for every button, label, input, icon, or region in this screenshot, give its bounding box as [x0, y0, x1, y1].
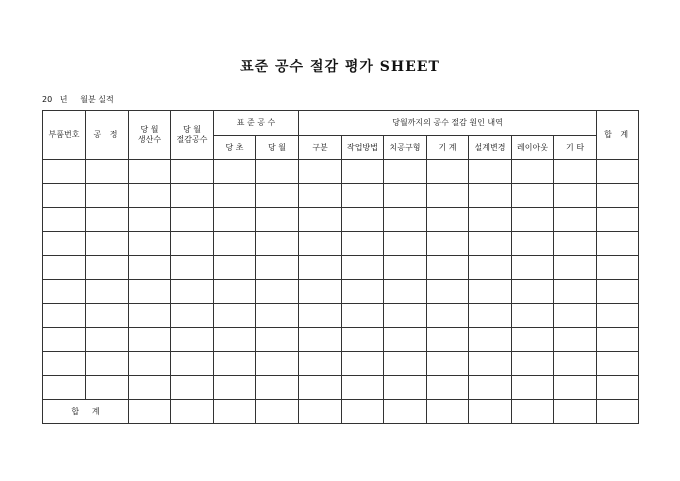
- table-cell[interactable]: [554, 304, 597, 328]
- header-std-month: 당 월: [256, 136, 299, 160]
- total-cell[interactable]: [512, 400, 554, 424]
- header-standard-hours: 표 준 공 수: [214, 111, 299, 136]
- table-cell[interactable]: [171, 280, 214, 304]
- period-label: 20 년 월분 실적: [42, 95, 114, 104]
- total-cell[interactable]: [597, 400, 639, 424]
- table-cell[interactable]: [129, 160, 171, 184]
- table-cell[interactable]: [256, 232, 299, 256]
- total-cell[interactable]: [129, 400, 171, 424]
- table-cell[interactable]: [384, 160, 427, 184]
- header-reason-category: 구분: [299, 136, 342, 160]
- table-cell[interactable]: [597, 160, 639, 184]
- table-cell[interactable]: [427, 256, 469, 280]
- header-month-saved-line2: 절감공수: [176, 135, 208, 144]
- total-cell[interactable]: [171, 400, 214, 424]
- table-cell[interactable]: [384, 208, 427, 232]
- table-cell[interactable]: [342, 280, 384, 304]
- total-cell[interactable]: [384, 400, 427, 424]
- table-cell[interactable]: [43, 304, 86, 328]
- total-cell[interactable]: [427, 400, 469, 424]
- header-std-initial: 당 초: [214, 136, 256, 160]
- table-cell[interactable]: [214, 208, 256, 232]
- table-body: [43, 160, 639, 400]
- header-reason-design-change: 설계변경: [469, 136, 512, 160]
- table-cell[interactable]: [43, 232, 86, 256]
- total-label: 합 계: [43, 400, 129, 424]
- table-cell[interactable]: [554, 256, 597, 280]
- table-cell[interactable]: [427, 352, 469, 376]
- table-cell[interactable]: [256, 280, 299, 304]
- table-cell[interactable]: [384, 328, 427, 352]
- table-cell[interactable]: [129, 328, 171, 352]
- table-cell[interactable]: [384, 184, 427, 208]
- table-cell[interactable]: [299, 352, 342, 376]
- table-cell[interactable]: [171, 328, 214, 352]
- header-process: 공 정: [86, 111, 129, 160]
- table-row: [43, 328, 639, 352]
- table-cell[interactable]: [512, 160, 554, 184]
- table-cell[interactable]: [86, 328, 129, 352]
- table-cell[interactable]: [86, 352, 129, 376]
- table-cell[interactable]: [554, 184, 597, 208]
- table-cell[interactable]: [384, 376, 427, 400]
- header-reasons: 당월까지의 공수 절감 원인 내역: [299, 111, 597, 136]
- table-cell[interactable]: [342, 160, 384, 184]
- table-cell[interactable]: [427, 328, 469, 352]
- table-cell[interactable]: [256, 160, 299, 184]
- total-cell[interactable]: [299, 400, 342, 424]
- table-cell[interactable]: [469, 352, 512, 376]
- table-cell[interactable]: [384, 280, 427, 304]
- table-cell[interactable]: [299, 232, 342, 256]
- table-cell[interactable]: [214, 160, 256, 184]
- table-cell[interactable]: [43, 208, 86, 232]
- table-cell[interactable]: [86, 208, 129, 232]
- table-cell[interactable]: [469, 376, 512, 400]
- table-cell[interactable]: [299, 280, 342, 304]
- table-cell[interactable]: [214, 280, 256, 304]
- header-month-production-line1: 당 월: [140, 125, 159, 134]
- table-cell[interactable]: [554, 328, 597, 352]
- table-cell[interactable]: [597, 352, 639, 376]
- table-cell[interactable]: [469, 256, 512, 280]
- table-cell[interactable]: [342, 304, 384, 328]
- table-cell[interactable]: [129, 208, 171, 232]
- table-cell[interactable]: [299, 160, 342, 184]
- table-cell[interactable]: [299, 376, 342, 400]
- table-cell[interactable]: [342, 232, 384, 256]
- table-cell[interactable]: [597, 256, 639, 280]
- table-cell[interactable]: [171, 352, 214, 376]
- table-cell[interactable]: [43, 328, 86, 352]
- table-cell[interactable]: [256, 256, 299, 280]
- header-month-saved-hours: [171, 111, 214, 160]
- table-cell[interactable]: [342, 184, 384, 208]
- table-cell[interactable]: [214, 232, 256, 256]
- table-cell[interactable]: [256, 208, 299, 232]
- table-cell[interactable]: [427, 232, 469, 256]
- header-reason-other: 기 타: [554, 136, 597, 160]
- table-cell[interactable]: [43, 376, 86, 400]
- total-row: [43, 400, 639, 424]
- table-cell[interactable]: [512, 328, 554, 352]
- table-row: [43, 376, 639, 400]
- header-part-no: 부품번호: [43, 111, 86, 160]
- table-cell[interactable]: [214, 376, 256, 400]
- table-cell[interactable]: [86, 376, 129, 400]
- table-cell[interactable]: [86, 304, 129, 328]
- table-cell[interactable]: [427, 160, 469, 184]
- table-cell[interactable]: [427, 208, 469, 232]
- table-cell[interactable]: [129, 184, 171, 208]
- table-cell[interactable]: [554, 376, 597, 400]
- header-month-production-line2: 생산수: [137, 135, 162, 144]
- evaluation-table: [42, 110, 639, 424]
- table-cell[interactable]: [214, 304, 256, 328]
- header-reason-work-method: 작업방법: [342, 136, 384, 160]
- table-cell[interactable]: [512, 352, 554, 376]
- table-cell[interactable]: [171, 208, 214, 232]
- table-cell[interactable]: [299, 256, 342, 280]
- table-cell[interactable]: [43, 256, 86, 280]
- table-cell[interactable]: [129, 280, 171, 304]
- header-month-production: [129, 111, 171, 160]
- table-cell[interactable]: [86, 232, 129, 256]
- table-cell[interactable]: [469, 328, 512, 352]
- table-cell[interactable]: [214, 352, 256, 376]
- table-cell[interactable]: [86, 256, 129, 280]
- table-row: [43, 256, 639, 280]
- table-cell[interactable]: [469, 304, 512, 328]
- table-cell[interactable]: [43, 160, 86, 184]
- table-cell[interactable]: [299, 184, 342, 208]
- table-cell[interactable]: [512, 280, 554, 304]
- table-cell[interactable]: [171, 184, 214, 208]
- table-cell[interactable]: [342, 208, 384, 232]
- table-cell[interactable]: [299, 328, 342, 352]
- table-cell[interactable]: [554, 280, 597, 304]
- table-cell[interactable]: [342, 328, 384, 352]
- table-row: [43, 352, 639, 376]
- table-cell[interactable]: [554, 232, 597, 256]
- table-cell[interactable]: [214, 328, 256, 352]
- table-cell[interactable]: [427, 304, 469, 328]
- table-cell[interactable]: [512, 256, 554, 280]
- table-row: [43, 208, 639, 232]
- table-cell[interactable]: [469, 184, 512, 208]
- table-cell[interactable]: [86, 280, 129, 304]
- table-cell[interactable]: [86, 184, 129, 208]
- total-cell[interactable]: [214, 400, 256, 424]
- table-cell[interactable]: [129, 304, 171, 328]
- table-cell[interactable]: [256, 352, 299, 376]
- table-cell[interactable]: [554, 208, 597, 232]
- table-row: [43, 304, 639, 328]
- total-cell[interactable]: [256, 400, 299, 424]
- table-cell[interactable]: [129, 256, 171, 280]
- header-reason-layout: 레이아웃: [512, 136, 554, 160]
- table-row: [43, 232, 639, 256]
- table-cell[interactable]: [43, 280, 86, 304]
- table-cell[interactable]: [554, 160, 597, 184]
- table-cell[interactable]: [597, 208, 639, 232]
- total-cell[interactable]: [342, 400, 384, 424]
- table-row: [43, 160, 639, 184]
- table-cell[interactable]: [469, 208, 512, 232]
- table-cell[interactable]: [427, 184, 469, 208]
- table-cell[interactable]: [384, 304, 427, 328]
- table-cell[interactable]: [512, 184, 554, 208]
- table-cell[interactable]: [512, 232, 554, 256]
- table-cell[interactable]: [384, 256, 427, 280]
- table-cell[interactable]: [469, 160, 512, 184]
- table-cell[interactable]: [597, 184, 639, 208]
- table-cell[interactable]: [299, 304, 342, 328]
- header-row-1: [43, 111, 639, 136]
- table-cell[interactable]: [43, 352, 86, 376]
- table-cell[interactable]: [129, 232, 171, 256]
- table-cell[interactable]: [171, 304, 214, 328]
- table-cell[interactable]: [427, 280, 469, 304]
- table-cell[interactable]: [43, 184, 86, 208]
- header-month-saved-line1: 당 월: [183, 125, 201, 134]
- table-cell[interactable]: [597, 304, 639, 328]
- table-cell[interactable]: [512, 208, 554, 232]
- total-cell[interactable]: [469, 400, 512, 424]
- header-total: 합 계: [597, 111, 639, 160]
- table-cell[interactable]: [469, 232, 512, 256]
- table-cell[interactable]: [342, 352, 384, 376]
- header-reason-jig-tool: 치공구형: [384, 136, 427, 160]
- table-cell[interactable]: [171, 256, 214, 280]
- total-cell[interactable]: [554, 400, 597, 424]
- table-cell[interactable]: [171, 232, 214, 256]
- header-reason-machine: 기 계: [427, 136, 469, 160]
- table-cell[interactable]: [171, 376, 214, 400]
- table-cell[interactable]: [427, 376, 469, 400]
- table-cell[interactable]: [384, 232, 427, 256]
- table-cell[interactable]: [342, 376, 384, 400]
- table-cell[interactable]: [171, 160, 214, 184]
- table-cell[interactable]: [469, 280, 512, 304]
- table-row: [43, 184, 639, 208]
- table-cell[interactable]: [384, 352, 427, 376]
- table-cell[interactable]: [129, 352, 171, 376]
- table-cell[interactable]: [86, 160, 129, 184]
- table-cell[interactable]: [342, 256, 384, 280]
- sheet-title: 표준 공수 절감 평가 SHEET: [240, 59, 440, 75]
- table-cell[interactable]: [256, 184, 299, 208]
- table-cell[interactable]: [256, 304, 299, 328]
- table-cell[interactable]: [554, 352, 597, 376]
- table-cell[interactable]: [214, 184, 256, 208]
- table-cell[interactable]: [597, 328, 639, 352]
- table-cell[interactable]: [214, 256, 256, 280]
- table-cell[interactable]: [129, 376, 171, 400]
- table-cell[interactable]: [597, 376, 639, 400]
- table-row: [43, 280, 639, 304]
- table-cell[interactable]: [512, 304, 554, 328]
- table-cell[interactable]: [256, 328, 299, 352]
- table-cell[interactable]: [597, 232, 639, 256]
- table-cell[interactable]: [256, 376, 299, 400]
- table-cell[interactable]: [597, 280, 639, 304]
- table-cell[interactable]: [299, 208, 342, 232]
- table-cell[interactable]: [512, 376, 554, 400]
